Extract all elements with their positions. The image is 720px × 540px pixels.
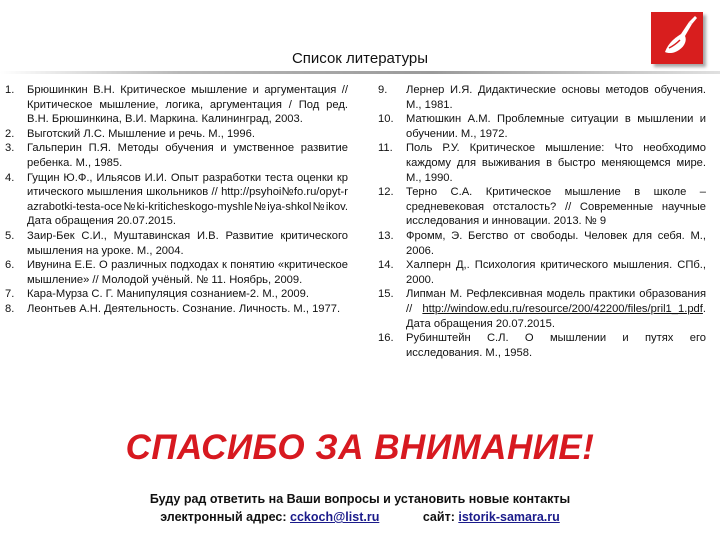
reference-item bbox=[378, 83, 706, 112]
reference-text: Рубинштейн С.Л. О мышлении и путях его исследования. М., 1958. bbox=[406, 332, 706, 359]
reference-text: Гущин Ю.Ф., Ильясов И.И. Опыт разработки теста оценки критического мышления школьников // http://psyhoi№fo.ru/opyt-razrabotki-testa-oce№ki-kriticheskogo-myshle№iya-shkol№ikov. Дата обращения 20.07.2015. bbox=[27, 171, 348, 228]
reference-number: 16. bbox=[378, 332, 394, 345]
reference-number: 13. bbox=[378, 229, 394, 242]
email-link[interactable]: cckoch@list.ru bbox=[290, 510, 380, 524]
thanks-heading: СПАСИБО ЗА ВНИМАНИЕ! bbox=[125, 428, 595, 467]
reference-text-after: . Дата обращения 20.07.2015. bbox=[406, 302, 706, 330]
reference-number: 1. bbox=[5, 84, 15, 96]
reference-text: Липман М. Рефлексивная модель практики образования // bbox=[406, 288, 706, 315]
reference-number: 7. bbox=[5, 288, 15, 301]
reference-number: 5. bbox=[5, 229, 15, 242]
reference-number: 11. bbox=[378, 142, 393, 155]
reference-item bbox=[5, 287, 348, 302]
reference-text: Матюшкин А.М. Проблемные ситуации в мышлении и обучении. М., 1972. bbox=[406, 113, 706, 140]
reference-item bbox=[378, 331, 706, 360]
reference-item bbox=[5, 302, 348, 317]
page-title: Список литературы bbox=[291, 50, 429, 67]
contact-details bbox=[0, 508, 720, 526]
reference-text: Ивунина Е.Е. О различных подходах к понятию «критическое мышление» // Молодой учёный. № 11. Ноябрь, 2009. bbox=[27, 259, 348, 286]
reference-text: Гальперин П.Я. Методы обучения и умственное развитие ребенка. М., 1985. bbox=[27, 142, 348, 169]
site-label: сайт: bbox=[422, 510, 455, 524]
reference-link[interactable]: http://window.edu.ru/resource/200/42200/files/pril1_1.pdf bbox=[422, 302, 703, 315]
reference-text: Фромм, Э. Бегство от свободы. Человек для себя. М., 2006. bbox=[406, 229, 706, 257]
reference-item bbox=[5, 171, 348, 229]
reference-text: Лернер И.Я. Дидактические основы методов обучения. М., 1981. bbox=[406, 84, 706, 111]
reference-text: Халперн Д,. Психология критического мышления. СПб., 2000. bbox=[406, 259, 706, 286]
reference-text: Выготский Л.С. Мышление и речь. М., 1996. bbox=[27, 127, 255, 140]
reference-text: Поль Р.У. Критическое мышление: Что необходимо каждому для выживания в быстро меняющемся мире. М., 1990. bbox=[406, 142, 706, 184]
reference-item bbox=[378, 229, 706, 258]
reference-number: 9. bbox=[378, 84, 388, 96]
title-divider bbox=[0, 71, 720, 74]
reference-item bbox=[378, 141, 706, 185]
reference-item bbox=[5, 127, 348, 142]
reference-number: 6. bbox=[5, 259, 15, 272]
reference-number: 8. bbox=[5, 302, 15, 315]
top-band bbox=[0, 0, 720, 40]
reference-item bbox=[378, 112, 706, 141]
reference-number: 14. bbox=[378, 259, 394, 272]
contact-block bbox=[0, 490, 720, 526]
reference-list-left bbox=[5, 83, 348, 317]
reference-text: Брюшинкин В.Н. Критическое мышление и аргументация // Критическое мышление, логика, аргументация / Под ред. В.Н. Брюшинкина, В.И. Маркина. Калининград, 2003. bbox=[27, 84, 348, 126]
reference-item bbox=[5, 258, 348, 287]
reference-text: Кара-Мурза С. Г. Манипуляция сознанием-2. М., 2009. bbox=[27, 288, 309, 301]
email-label: электронный адрес: bbox=[160, 510, 287, 524]
site-link[interactable]: istorik-samara.ru bbox=[458, 510, 560, 524]
reference-item bbox=[378, 287, 706, 331]
reference-item bbox=[5, 141, 348, 170]
reference-number: 3. bbox=[5, 142, 15, 155]
reference-item bbox=[5, 229, 348, 258]
reference-text: Терно С.А. Критическое мышление в школе – средневековая отсталость? // Современные научные исследования и инновации. 2013. № 9 bbox=[406, 186, 706, 228]
reference-text: Леонтьев А.Н. Деятельность. Сознание. Личность. М., 1977. bbox=[27, 302, 341, 315]
reference-item bbox=[5, 83, 348, 127]
reference-number: 12. bbox=[378, 186, 394, 199]
contact-line: Буду рад ответить на Ваши вопросы и установить новые контакты bbox=[149, 492, 571, 506]
reference-text: Заир-Бек С.И., Муштавинская И.В. Развитие критического мышления на уроке. М., 2004. bbox=[27, 229, 348, 257]
reference-number: 4. bbox=[5, 171, 15, 184]
reference-item bbox=[378, 258, 706, 287]
reference-list-right bbox=[378, 83, 706, 360]
reference-item bbox=[378, 185, 706, 229]
reference-number: 10. bbox=[378, 113, 394, 126]
reference-number: 15. bbox=[378, 288, 394, 301]
reference-number: 2. bbox=[5, 127, 15, 140]
